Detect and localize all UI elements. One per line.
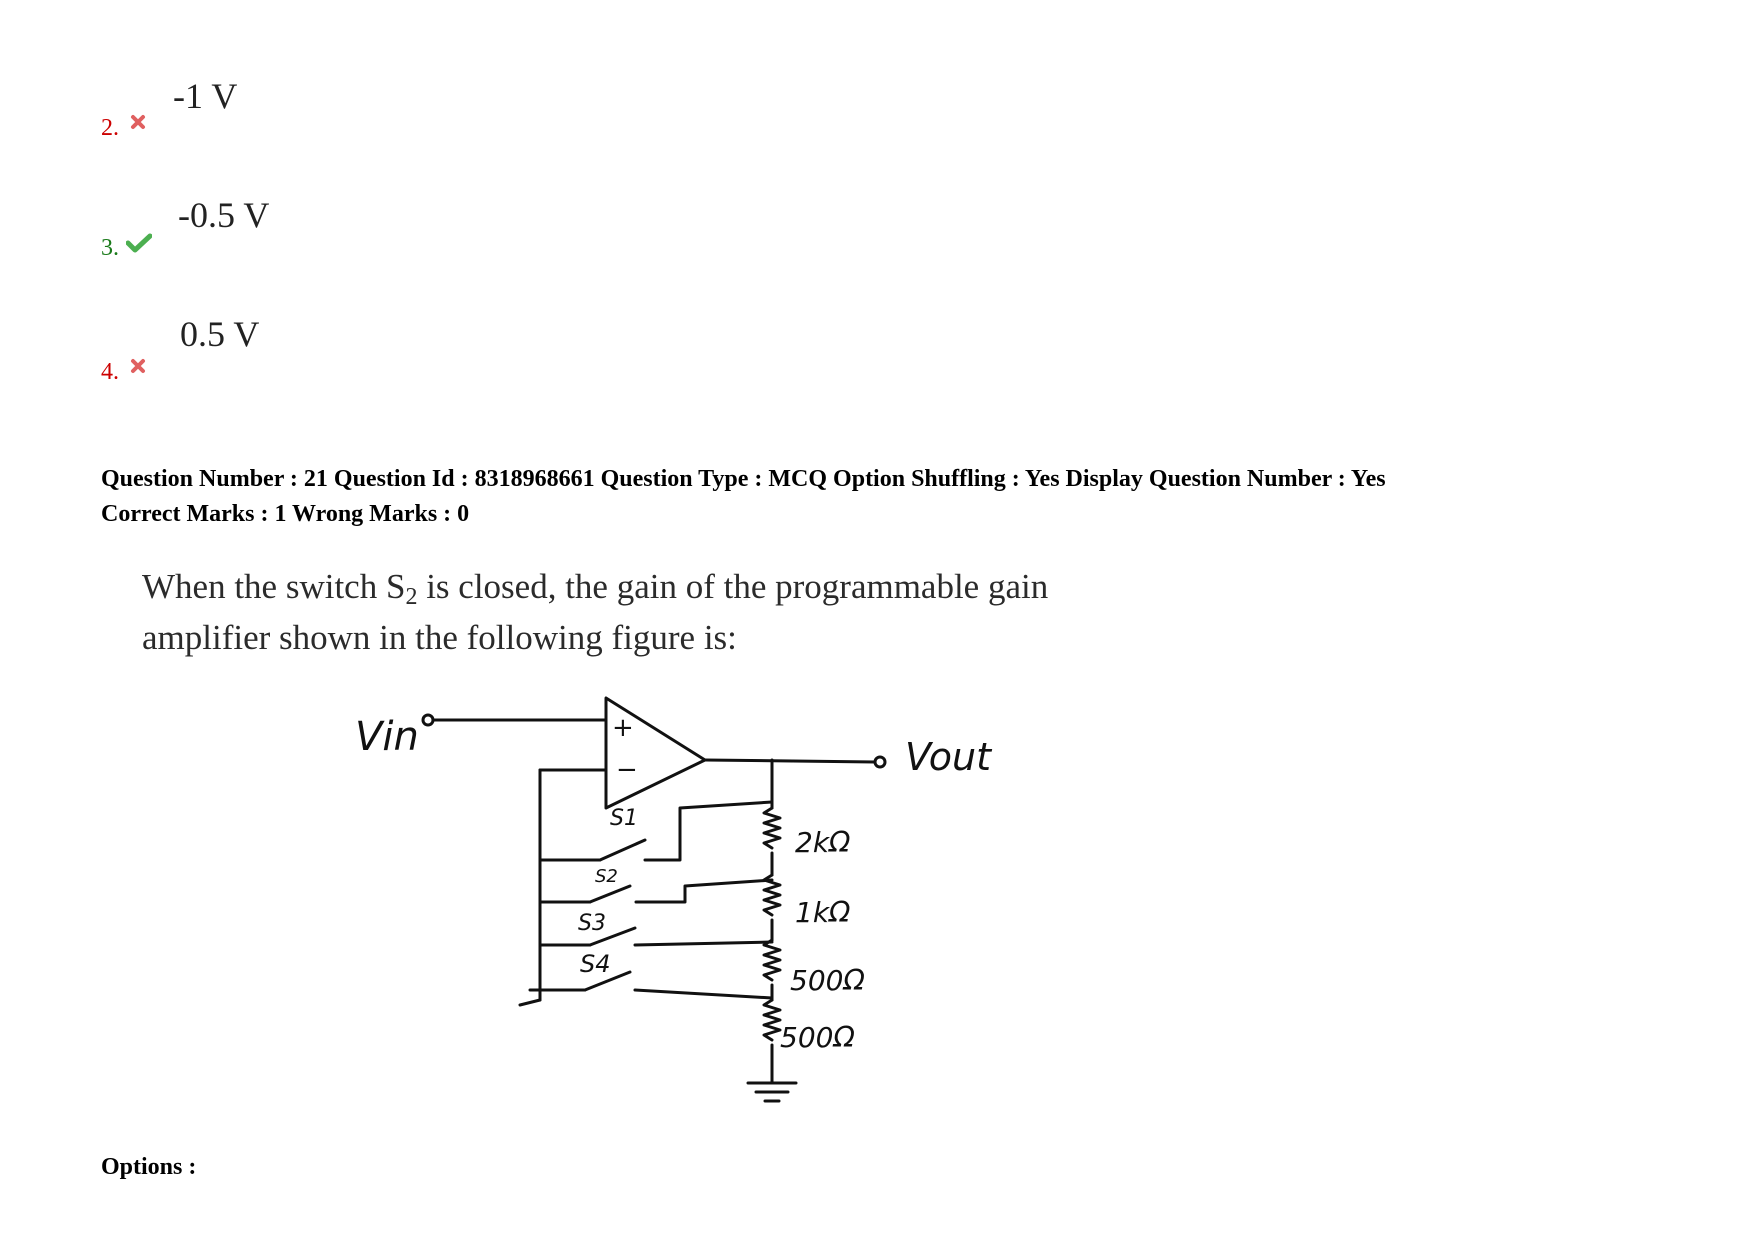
- question-text: [142, 561, 1242, 663]
- option-2-value: -1 V: [173, 76, 238, 116]
- option-3-number: 3.: [101, 235, 119, 261]
- ground-symbol: [748, 1083, 796, 1101]
- resistor-label-1k: 1kΩ: [795, 896, 851, 929]
- plus-sign: +: [612, 713, 634, 743]
- resistor-2k: [764, 808, 780, 848]
- options-label: Options :: [101, 1154, 197, 1180]
- check-icon: [126, 233, 152, 253]
- switch-label-s4: S4: [580, 950, 611, 978]
- cross-icon: [130, 114, 146, 130]
- resistor-label-2k: 2kΩ: [795, 826, 851, 859]
- question-text-line-2: amplifier shown in the following figure is:: [142, 618, 737, 657]
- amplifier-circuit-figure: [340, 690, 1020, 1130]
- resistor-label-500-b: 500Ω: [780, 1021, 855, 1054]
- vin-label: Vin: [355, 714, 419, 760]
- question-meta-line: Question Number : 21 Question Id : 8318968661 Question Type : MCQ Option Shuffling : Yes Display Question Number : Yes: [101, 466, 1386, 492]
- switch-label-s2: S2: [595, 866, 618, 887]
- marks-meta-line: Correct Marks : 1 Wrong Marks : 0: [101, 501, 470, 527]
- minus-sign: −: [616, 755, 638, 785]
- resistor-500-a: [764, 940, 780, 980]
- switch-label-s3: S3: [578, 911, 606, 936]
- vout-terminal: [875, 757, 885, 767]
- option-4-value: 0.5 V: [180, 314, 260, 354]
- option-2-number: 2.: [101, 115, 119, 141]
- vout-label: Vout: [905, 735, 992, 779]
- option-4-number: 4.: [101, 359, 119, 385]
- resistor-500-b: [764, 1000, 780, 1040]
- cross-icon: [130, 358, 146, 374]
- resistor-label-500-a: 500Ω: [790, 964, 865, 997]
- switch-label-s1: S1: [610, 806, 638, 831]
- option-3-value: -0.5 V: [178, 195, 270, 235]
- question-text-line-1: When the switch $S_2$ is closed, the gain of the programmable gain: [142, 567, 1049, 610]
